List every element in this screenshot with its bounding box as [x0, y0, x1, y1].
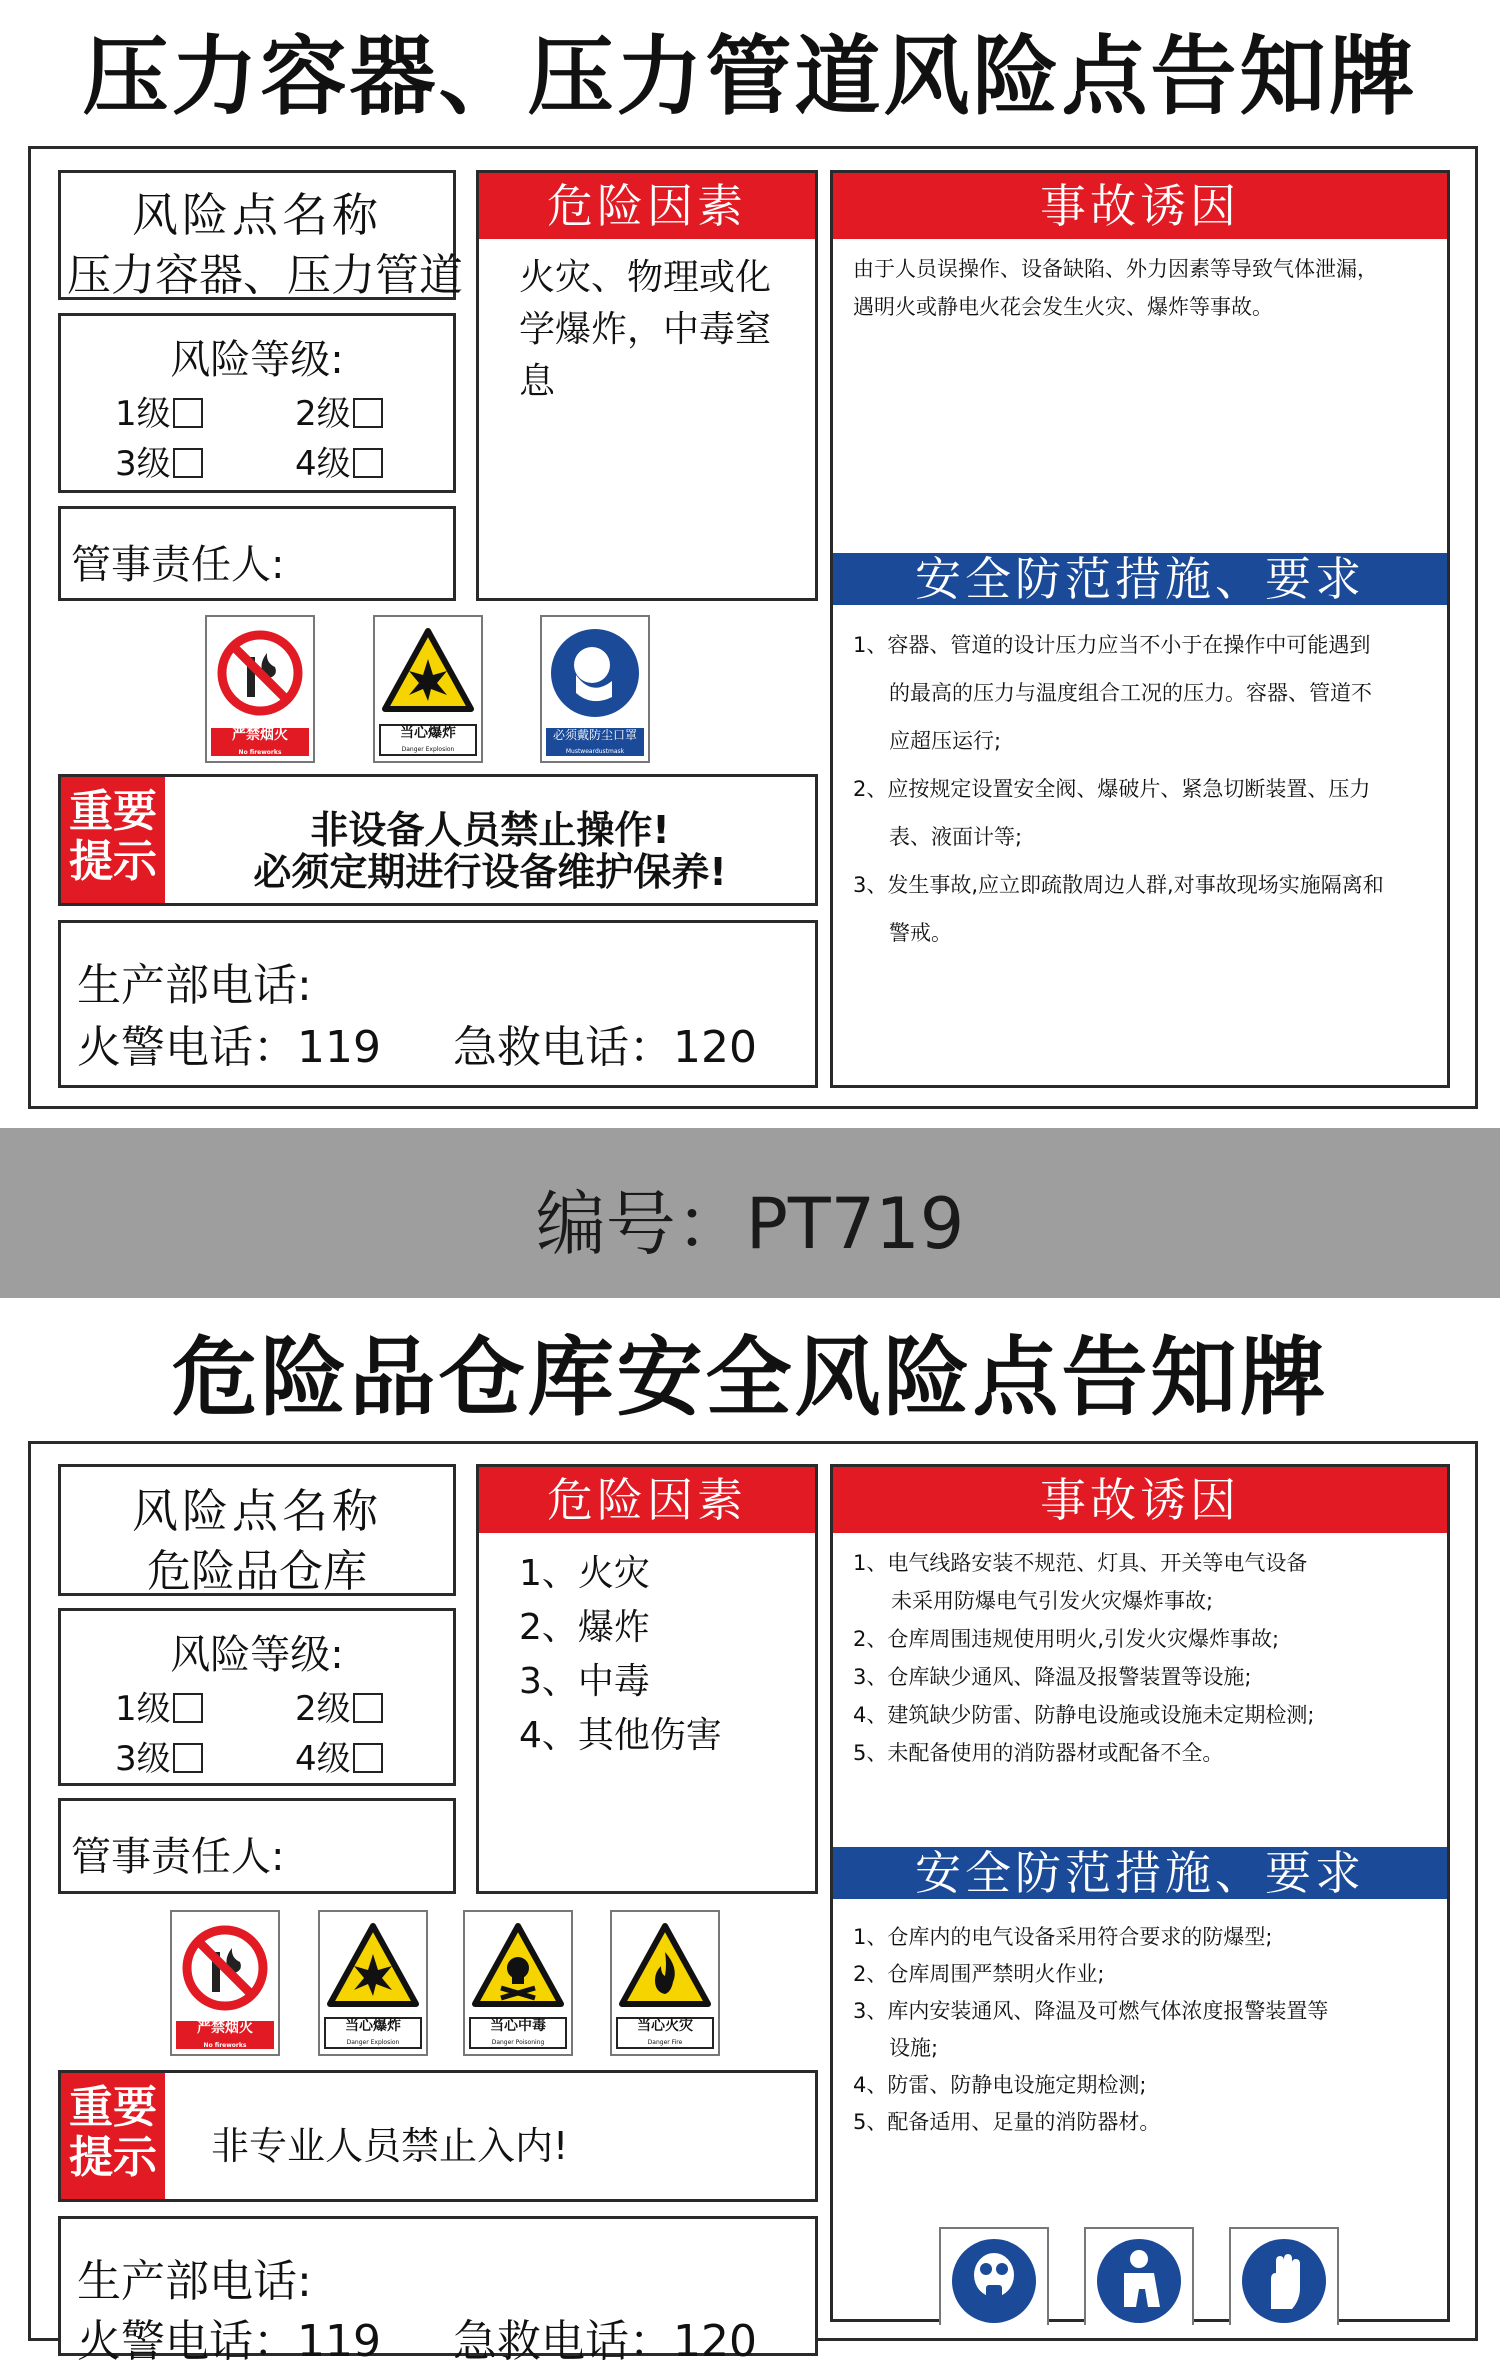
important-tag: 重要 提示	[61, 777, 165, 903]
cause-header: 事故诱因	[833, 1467, 1447, 1533]
code-label: 编号：PT719	[535, 1183, 965, 1265]
measure-line: 1、仓库内的电气设备采用符合要求的防爆型;	[853, 1925, 1273, 1949]
measure-line: 3、库内安装通风、降温及可燃气体浓度报警装置等	[853, 1999, 1329, 2023]
risk-name-value: 压力容器、压力管道	[67, 250, 463, 301]
no-fire-sign	[205, 615, 315, 763]
risk-name-label: 风险点名称	[132, 188, 382, 242]
poison-warning-sign	[463, 1910, 573, 2056]
measure-line: 的最高的压力与温度组合工况的压力。容器、管道不	[889, 681, 1372, 705]
measure-line: 2、仓库周围严禁明火作业;	[853, 1962, 1105, 1986]
panel1-risk-level-box	[58, 313, 456, 493]
level-3-checkbox[interactable]	[173, 448, 203, 478]
cause-header: 事故诱因	[833, 173, 1447, 239]
level-1[interactable]: 1级	[115, 1681, 203, 1730]
sign-caption: 严禁烟火 No fireworks	[176, 2021, 274, 2049]
hazard-line: 3、中毒	[519, 1661, 650, 1702]
explosion-warning-icon	[375, 621, 481, 731]
hazard-line: 4、其他伤害	[519, 1715, 722, 1756]
measures-header: 安全防范措施、要求	[833, 1847, 1447, 1899]
measure-line: 1、容器、管道的设计压力应当不小于在操作中可能遇到	[853, 633, 1371, 657]
explosion-warning-sign	[318, 1910, 428, 2056]
level-4[interactable]: 4级	[295, 436, 383, 485]
explosion-warning-sign	[373, 615, 483, 763]
sign-caption: 当心火灾 Danger Fire	[616, 2017, 714, 2049]
measure-line: 4、防雷、防静电设施定期检测;	[853, 2073, 1147, 2097]
fire-phone: 火警电话：119	[77, 1022, 381, 1073]
cause-line: 遇明火或静电火花会发生火灾、爆炸等事故。	[853, 295, 1273, 319]
hazard-header: 危险因素	[479, 1467, 815, 1533]
cause-line: 2、仓库周围违规使用明火,引发火灾爆炸事故;	[853, 1627, 1280, 1651]
level-3[interactable]: 3级	[115, 1731, 203, 1780]
fire-phone: 火警电话：119	[77, 2316, 381, 2367]
level-3-checkbox[interactable]	[173, 1743, 203, 1773]
hazard-line: 学爆炸，中毒窒	[519, 309, 772, 350]
production-phone-label: 生产部电话:	[77, 2256, 312, 2307]
level-2-checkbox[interactable]	[353, 398, 383, 428]
panel1-hazard-box	[476, 170, 818, 601]
ambulance-phone: 急救电话：120	[453, 1022, 757, 1073]
important-line: 必须定期进行设备维护保养!	[253, 850, 727, 894]
cause-line: 未采用防爆电气引发火灾爆炸事故;	[891, 1589, 1214, 1613]
protective-suit-icon	[1086, 2229, 1192, 2325]
panel2-risk-level-box	[58, 1608, 456, 1786]
level-4[interactable]: 4级	[295, 1731, 383, 1780]
panel2-phone-box	[58, 2216, 818, 2367]
risk-level-label: 风险等级:	[170, 337, 344, 383]
sign-caption: 当心爆炸 Danger Explosion	[324, 2017, 422, 2049]
hazard-line: 1、火灾	[519, 1553, 650, 1594]
panel2-right-column	[830, 1464, 1450, 2322]
gas-mask-sign	[939, 2227, 1049, 2325]
responsible-label: 管事责任人:	[71, 1834, 285, 1880]
measure-line: 应超压运行;	[889, 729, 1002, 753]
level-4-checkbox[interactable]	[353, 448, 383, 478]
fire-warning-sign	[610, 1910, 720, 2056]
sign-caption: 必须戴防尘口罩 Mustweardustmask	[546, 728, 644, 756]
dust-mask-icon	[542, 621, 648, 731]
panel1-important-box	[58, 774, 818, 906]
level-2[interactable]: 2级	[295, 1681, 383, 1730]
cause-line: 5、未配备使用的消防器材或配备不全。	[853, 1741, 1224, 1765]
ambulance-phone: 急救电话：120	[453, 2316, 757, 2367]
no-fire-icon	[172, 1916, 278, 2026]
cause-line: 3、仓库缺少通风、降温及报警装置等设施;	[853, 1665, 1252, 1689]
measure-line: 警戒。	[889, 921, 952, 945]
level-1[interactable]: 1级	[115, 386, 203, 435]
panel2-title: 危险品仓库安全风险点告知牌	[171, 1328, 1329, 1428]
risk-name-label: 风险点名称	[132, 1484, 382, 1538]
gloves-icon	[1231, 2229, 1337, 2325]
hazard-line: 2、爆炸	[519, 1607, 650, 1648]
fire-warning-icon	[612, 1916, 718, 2026]
cause-line: 1、电气线路安装不规范、灯具、开关等电气设备	[853, 1551, 1308, 1575]
cause-line: 由于人员误操作、设备缺陷、外力因素等导致气体泄漏，	[853, 257, 1378, 281]
dust-mask-sign	[540, 615, 650, 763]
level-2[interactable]: 2级	[295, 386, 383, 435]
level-1-checkbox[interactable]	[173, 398, 203, 428]
protective-suit-sign	[1084, 2227, 1194, 2325]
gas-mask-icon	[941, 2229, 1047, 2325]
level-3[interactable]: 3级	[115, 436, 203, 485]
responsible-label: 管事责任人:	[71, 542, 285, 588]
important-line: 非专业人员禁止入内!	[211, 2124, 569, 2168]
hazard-line: 火灾、物理或化	[519, 257, 772, 298]
panel1-risk-name-box	[58, 170, 463, 301]
important-tag: 重要 提示	[61, 2073, 165, 2199]
panel1-right-column	[830, 170, 1450, 1088]
risk-level-label: 风险等级:	[170, 1632, 344, 1678]
level-2-checkbox[interactable]	[353, 1693, 383, 1723]
panel2-responsible-box	[58, 1798, 456, 1894]
level-4-checkbox[interactable]	[353, 1743, 383, 1773]
important-line: 非设备人员禁止操作!	[310, 808, 670, 852]
panel1-phone-box	[58, 920, 818, 1088]
risk-name-value: 危险品仓库	[147, 1546, 367, 1597]
panel2-hazard-box	[476, 1464, 818, 1894]
measures-header: 安全防范措施、要求	[833, 553, 1447, 605]
no-fire-sign	[170, 1910, 280, 2056]
cause-line: 4、建筑缺少防雷、防静电设施或设施未定期检测;	[853, 1703, 1315, 1727]
explosion-warning-icon	[320, 1916, 426, 2026]
hazard-line: 息	[519, 361, 556, 402]
measure-line: 2、应按规定设置安全阀、爆破片、紧急切断装置、压力	[853, 777, 1371, 801]
panel1-title: 压力容器、压力管道风险点告知牌	[82, 27, 1418, 127]
measure-line: 表、液面计等;	[889, 825, 1023, 849]
sign-caption: 当心爆炸 Danger Explosion	[379, 724, 477, 756]
sign-caption: 严禁烟火 No fireworks	[211, 728, 309, 756]
panel2-risk-name-box	[58, 1464, 456, 1596]
measure-line: 3、发生事故,应立即疏散周边人群,对事故现场实施隔离和	[853, 873, 1384, 897]
panel2-important-box	[58, 2070, 818, 2202]
no-fire-icon	[207, 621, 313, 731]
production-phone-label: 生产部电话:	[77, 960, 312, 1011]
measure-line: 设施;	[889, 2036, 939, 2060]
panel1-responsible-box	[58, 506, 456, 601]
measure-line: 5、配备适用、足量的消防器材。	[853, 2110, 1161, 2134]
gloves-sign	[1229, 2227, 1339, 2325]
sign-caption: 当心中毒 Danger Poisoning	[469, 2017, 567, 2049]
code-band	[0, 1128, 1500, 1298]
hazard-header: 危险因素	[479, 173, 815, 239]
poison-warning-icon	[465, 1916, 571, 2026]
level-1-checkbox[interactable]	[173, 1693, 203, 1723]
